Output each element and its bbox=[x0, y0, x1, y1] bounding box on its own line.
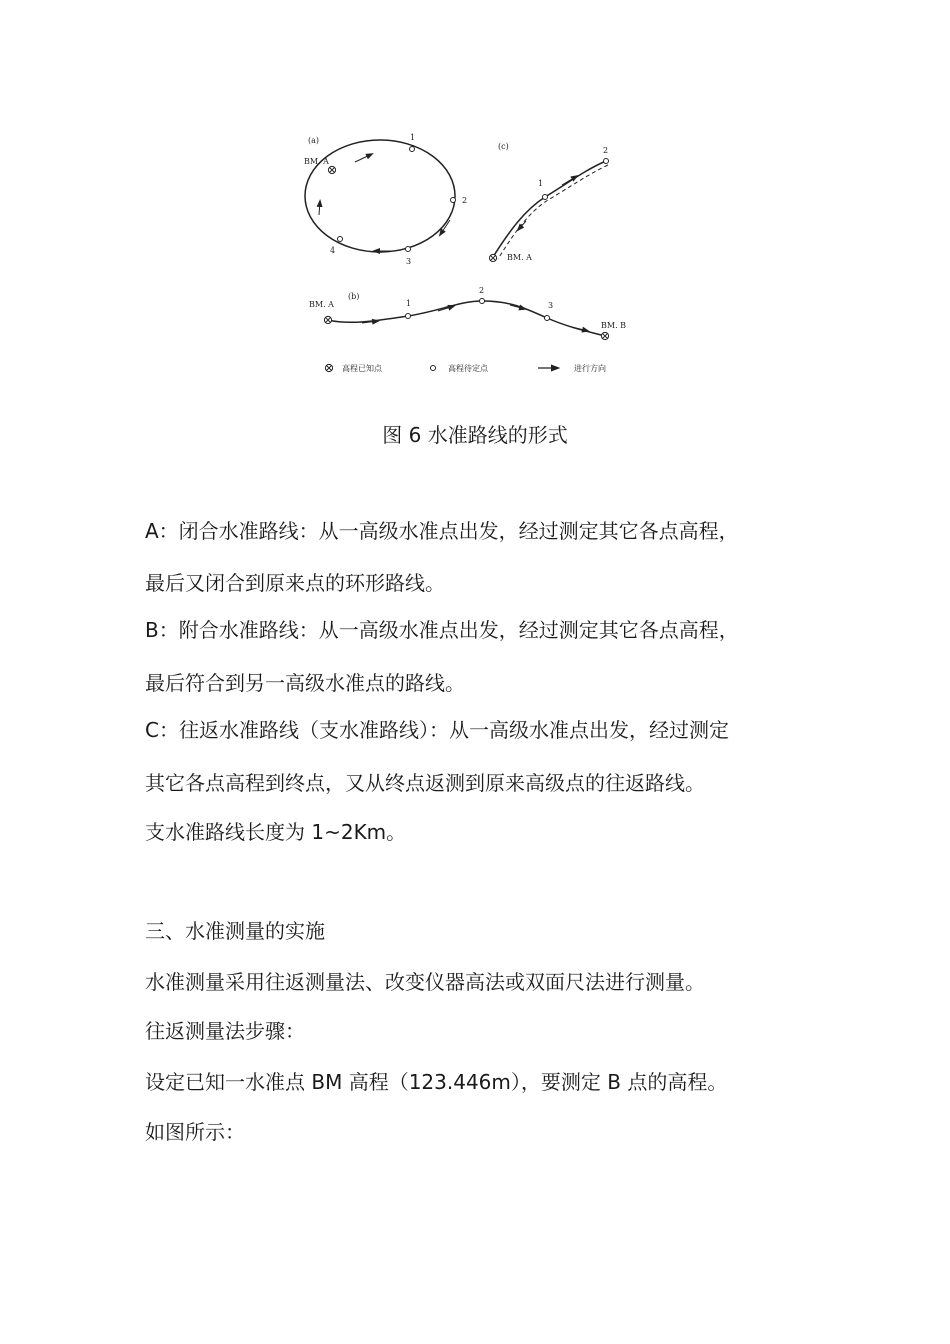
paragraph-c-line2: 其它各点高程到终点，又从终点返测到原来高级点的往返路线。 bbox=[145, 771, 705, 795]
bm-b-label: BM. B bbox=[601, 321, 627, 330]
unknown-point-2 bbox=[480, 299, 485, 304]
paragraph-c-line1: C：往返水准路线（支水准路线）：从一高级水准点出发，经过测定 bbox=[145, 718, 729, 742]
direction-arrow bbox=[319, 201, 320, 215]
paragraph-b-line2: 最后符合到另一高级水准点的路线。 bbox=[145, 671, 465, 695]
known-point-symbol bbox=[328, 166, 335, 173]
paragraph-a-line2: 最后又闭合到原来点的环形路线。 bbox=[145, 571, 445, 595]
legend-direction-label: 进行方向 bbox=[574, 364, 606, 373]
panel-b-label: (b) bbox=[348, 292, 360, 301]
paragraph-b-line1: B：附合水准路线：从一高级水准点出发，经过测定其它各点高程， bbox=[145, 618, 739, 642]
paragraph-c-line3: 支水准路线长度为 1~2Km。 bbox=[145, 820, 407, 844]
direction-arrow bbox=[518, 221, 526, 230]
panel-c-label: (c) bbox=[498, 142, 509, 151]
direction-arrow bbox=[355, 154, 372, 162]
unknown-point-1 bbox=[543, 195, 548, 200]
section-paragraph-3: 设定已知一水准点 BM 高程（123.446m），要测定 B 点的高程。 bbox=[145, 1070, 728, 1094]
point-1-label: 1 bbox=[406, 299, 412, 308]
unknown-point-2 bbox=[604, 159, 609, 164]
annexed-route bbox=[328, 301, 605, 336]
section-heading: 三、水准测量的实施 bbox=[145, 919, 325, 943]
section-paragraph-1: 水准测量采用往返测量法、改变仪器高法或双面尺法进行测量。 bbox=[145, 970, 705, 994]
known-point-symbol bbox=[601, 332, 608, 339]
branch-route-return bbox=[498, 165, 608, 259]
legend-known-symbol bbox=[325, 364, 332, 371]
paragraph-a-line1: A：闭合水准路线：从一高级水准点出发，经过测定其它各点高程， bbox=[145, 519, 739, 543]
known-point-symbol bbox=[489, 254, 496, 261]
legend-unknown-symbol bbox=[431, 366, 436, 371]
figure-caption: 图 6 水准路线的形式 bbox=[382, 423, 568, 447]
point-1-label: 1 bbox=[538, 179, 544, 188]
point-2-label: 2 bbox=[462, 196, 468, 205]
point-3-label: 3 bbox=[406, 257, 412, 266]
legend-unknown-label: 高程待定点 bbox=[448, 364, 488, 373]
point-3-label: 3 bbox=[548, 301, 554, 310]
point-4-label: 4 bbox=[330, 246, 336, 255]
direction-arrow bbox=[572, 327, 588, 331]
bm-a-label: BM. A bbox=[304, 157, 329, 166]
unknown-point-1 bbox=[410, 147, 415, 152]
point-1-label: 1 bbox=[410, 133, 416, 142]
leveling-route-figure bbox=[300, 125, 640, 385]
legend-known-label: 高程已知点 bbox=[342, 364, 382, 373]
unknown-point-4 bbox=[338, 237, 343, 242]
unknown-point-2 bbox=[451, 198, 456, 203]
unknown-point-1 bbox=[406, 314, 411, 319]
panel-a-label: (a) bbox=[308, 136, 320, 145]
bm-a-label: BM. A bbox=[309, 300, 334, 309]
unknown-point-3 bbox=[545, 316, 550, 321]
known-point-symbol bbox=[324, 316, 331, 323]
point-2-label: 2 bbox=[603, 146, 609, 155]
point-2-label: 2 bbox=[479, 286, 485, 295]
section-paragraph-2: 往返测量法步骤： bbox=[145, 1019, 305, 1043]
section-paragraph-4: 如图所示： bbox=[145, 1120, 245, 1144]
unknown-point-3 bbox=[406, 247, 411, 252]
bm-a-label: BM. A bbox=[507, 253, 532, 262]
